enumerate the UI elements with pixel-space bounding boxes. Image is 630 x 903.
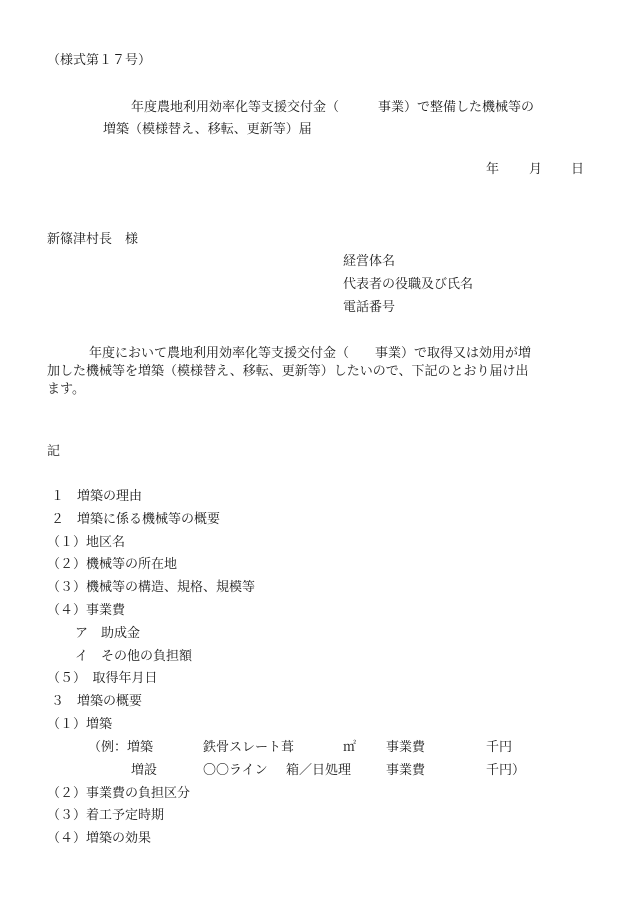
item-effect: （４）増築の効果: [47, 831, 152, 846]
body-line-2: 加した機械等を増築（模様替え、移転、更新等）したいので、下記のとおり届け出: [47, 364, 529, 379]
date-day: 日: [571, 162, 585, 177]
item-start-date: （３）着工予定時期: [47, 808, 165, 823]
example-row1-cost-unit: 千円: [486, 740, 513, 755]
example-row1-unit: ㎡: [343, 740, 357, 755]
example-row2-cost-unit: 千円）: [486, 763, 526, 778]
date-year: 年: [486, 162, 500, 177]
item-acquisition-date: （５） 取得年月日: [47, 671, 158, 686]
form-number: （様式第１７号）: [47, 53, 152, 68]
item-extension: （１）増築: [47, 717, 113, 732]
example-row2-prefix: 増設: [131, 763, 158, 778]
addressee: 新篠津村長 様: [47, 232, 139, 247]
applicant-phone-label: 電話番号: [343, 300, 396, 315]
example-row2-cost-label: 事業費: [386, 763, 426, 778]
example-row1-structure: 鉄骨スレート葺: [203, 740, 295, 755]
item-cost-allocation: （２）事業費の負担区分: [47, 786, 191, 801]
ki-heading: 記: [47, 444, 61, 459]
title-line-2: 増築（模様替え、移転、更新等）届: [103, 122, 312, 137]
applicant-representative-label: 代表者の役職及び氏名: [343, 277, 474, 292]
example-row1-prefix: （例：増築: [88, 740, 154, 755]
item-structure: （３）機械等の構造、規格、規模等: [47, 580, 256, 595]
example-row1-cost-label: 事業費: [386, 740, 426, 755]
item-extension-summary: ３ 増築の概要: [51, 694, 143, 709]
title-line-1: 年度農地利用効率化等支援交付金（ 事業）で整備した機械等の: [131, 100, 535, 115]
item-subsidy: ア 助成金: [75, 626, 141, 641]
body-line-3: ます。: [47, 382, 85, 397]
applicant-entity-label: 経営体名: [343, 254, 396, 269]
date-month: 月: [529, 162, 543, 177]
item-project-cost: （４）事業費: [47, 603, 126, 618]
example-row2-structure: 〇〇ライン: [203, 763, 268, 778]
item-location: （２）機械等の所在地: [47, 557, 178, 572]
item-reason: １ 増築の理由: [51, 489, 143, 504]
item-overview: ２ 増築に係る機械等の概要: [51, 512, 221, 527]
item-district: （１）地区名: [47, 535, 126, 550]
example-row2-unit: 箱／日処理: [286, 763, 352, 778]
item-other-burden: イ その他の負担額: [75, 649, 193, 664]
body-line-1: 年度において農地利用効率化等支援交付金（ 事業）で取得又は効用が増: [89, 346, 532, 361]
